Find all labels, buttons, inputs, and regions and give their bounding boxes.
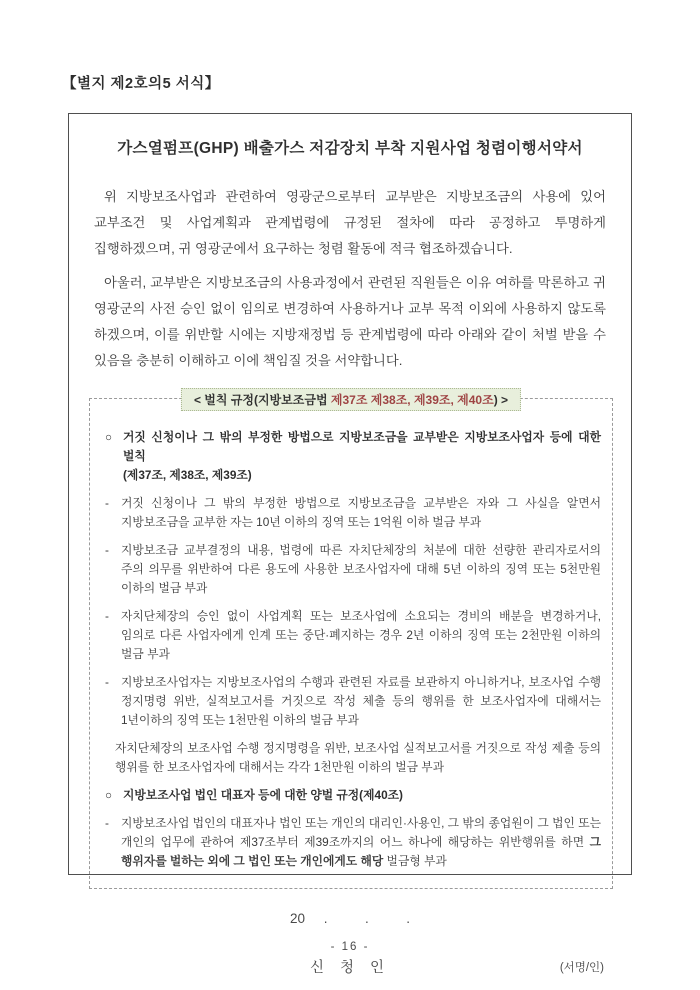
dash-bullet-icon: - (105, 675, 109, 689)
penalty-item-text: 지방보조금 교부결정의 내용, 법령에 따른 자치단체장의 처분에 대한 선량한 관리자로서의 주의 의무를 위반하여 다른 용도에 사용한 보조사업자에 대해 5년 이하의 징역 또는 5천만원 이하의 벌금 부과 (121, 543, 601, 595)
penalty-item-text: (제37조, 제38조, 제39조) (123, 468, 252, 482)
page-number: - 16 - (330, 941, 370, 953)
penalty-item (103, 428, 601, 485)
dash-bullet-icon: - (105, 543, 109, 557)
penalty-rules-heading (181, 388, 521, 411)
penalty-items (99, 428, 603, 871)
penalty-heading-suffix: ) > (493, 393, 509, 407)
penalty-item (103, 607, 601, 664)
signature-row (94, 956, 606, 978)
penalty-rules-box (89, 393, 613, 889)
dash-bullet-icon: - (105, 496, 109, 510)
date-field[interactable]: 20 . . . (289, 911, 411, 926)
penalty-item-text: 지방보조사업 법인 대표자 등에 대한 양벌 규정(제40조) (123, 788, 403, 802)
penalty-item-text: 거짓 신청이나 그 밖의 부정한 방법으로 지방보조금을 교부받은 지방보조사업자 등에 대한 벌칙 (123, 430, 601, 463)
document-title: 가스열펌프(GHP) 배출가스 저감장치 부착 지원사업 청렴이행서약서 (117, 140, 583, 157)
penalty-heading-prefix: < 벌칙 규정(지방보조금법 (193, 393, 331, 407)
signature-seal-label[interactable]: (서명/인) (559, 962, 604, 974)
penalty-item-text: 지방보조사업자는 지방보조사업의 수행과 관련된 자료를 보관하지 아니하거나, 보조사업 수행 정지명령 위반, 실적보고서를 거짓으로 작성 체출 등의 행위를 한 보조사업자에 대해서는 1년이하의 징역 또는 1천만원 이하의 벌금 부과 (121, 675, 601, 727)
penalty-heading-articles: 제37조 제38조, 제39조, 제40조 (330, 393, 494, 407)
penalty-item-text: 자치단체장의 보조사업 수행 정지명령을 위반, 보조사업 실적보고서를 거짓으로 작성 제출 등의 행위를 한 보조사업자에 대해서는 각각 1천만원 이하의 벌금 부과 (115, 741, 601, 774)
penalty-item (103, 814, 601, 871)
penalty-item-text: 자치단체장의 승인 없이 사업계획 또는 보조사업에 소요되는 경비의 배분을 변경하거나, 임의로 다른 사업자에게 인계 또는 중단·폐지하는 경우 2년 이하의 징역 또는 2천만원 이하의 벌금 부과 (121, 609, 601, 661)
penalty-item (103, 786, 601, 805)
dash-bullet-icon: - (105, 816, 109, 830)
pledge-paragraph-1: 위 지방보조사업과 관련하여 영광군으로부터 교부받은 지방보조금의 사용에 있어 교부조건 및 사업계획과 관계법령에 규정된 절차에 따라 공정하고 투명하게 집행하겠으며, 귀 영광군에서 요구하는 청렴 활동에 적극 협조하겠습니다. (94, 189, 606, 256)
penalty-item (103, 541, 601, 598)
penalty-item (103, 494, 601, 532)
penalty-item-text: 그 행위자를 벌하는 외에 그 법인 또는 개인에게도 해당 (121, 835, 601, 868)
penalty-item-text: 벌금형 부과 (383, 854, 447, 868)
penalty-item-text: 거짓 신청이나 그 밖의 부정한 방법으로 지방보조금을 교부받은 자와 그 사실을 알면서 지방보조금을 교부한 자는 10년 이하의 징역 또는 1억원 이하 벌금 부과 (121, 496, 601, 529)
applicant-label: 신 청 인 (309, 960, 391, 976)
penalty-item (103, 673, 601, 730)
form-number-label: 【별지 제2호의5 서식】 (62, 76, 220, 92)
pledge-paragraph-2: 아울러, 교부받은 지방보조금의 사용과정에서 관련된 직원들은 이유 여하를 막론하고 귀 영광군의 사전 승인 없이 임의로 변경하여 사용하거나 교부 목적 이외에 사용하지 않도록 하겠으며, 이를 위반할 시에는 지방재정법 등 관계법령에 따라 아래와 같이 처벌 받을 수 있음을 충분히 이해하고 이에 책임질 것을 서약합니다. (94, 275, 606, 368)
penalty-item (103, 739, 601, 777)
penalty-item-text: 지방보조사업 법인의 대표자나 법인 또는 개인의 대리인·사용인, 그 밖의 종업원이 그 법인 또는 개인의 업무에 관하여 제37조부터 제39조까지의 어느 하나에 해당하는 위반행위를 하면 (121, 816, 601, 849)
circle-bullet-icon: ○ (105, 430, 113, 444)
dash-bullet-icon: - (105, 609, 109, 623)
circle-bullet-icon: ○ (105, 788, 113, 802)
